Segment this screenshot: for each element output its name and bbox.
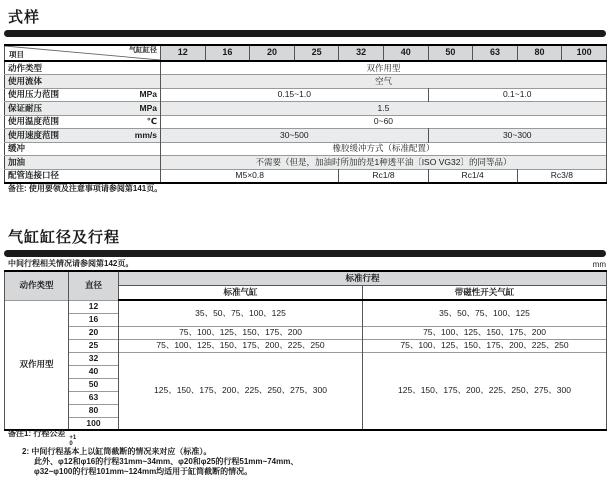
header-action-type: 动作类型: [5, 271, 69, 300]
stroke-standard: 125、150、175、200、225、250、275、300: [119, 352, 363, 430]
row-label: [5, 75, 161, 89]
row-label: [5, 102, 161, 116]
row-label-text: 使用温度范围: [8, 116, 60, 127]
spec-value: M5×0.8: [161, 169, 339, 183]
bore-header: 25: [294, 45, 339, 61]
section2-intro-row: [4, 258, 606, 269]
spec-corner-cell: [5, 45, 161, 61]
header-standard-cylinder: 标准气缸: [119, 286, 363, 301]
row-label: [5, 129, 161, 143]
spec-table: [4, 44, 607, 184]
row-label-text: 加油: [8, 156, 26, 167]
section2-footnotes: [8, 429, 298, 477]
section1-divider-bar: [4, 30, 606, 37]
header-diameter: 直径: [69, 271, 119, 300]
header-switch-cylinder: 带磁性开关气缸: [363, 286, 607, 301]
section2-divider-bar: [4, 250, 606, 257]
stroke-with-switch: 75、100、125、150、175、200、225、250: [363, 339, 607, 352]
stroke-header-row1: [5, 271, 607, 286]
spec-row-action-type: [5, 61, 607, 75]
row-unit: mm/s: [134, 129, 157, 140]
stroke-row-32: [5, 352, 607, 365]
bore-header: 32: [339, 45, 384, 61]
spec-row-pressure-range: [5, 88, 607, 102]
spec-value: 30~500: [161, 129, 429, 143]
row-label-text: 动作类型: [8, 62, 43, 73]
diameter-value: 100: [69, 417, 119, 430]
unit-label-mm: mm: [592, 260, 606, 269]
spec-value: Rc1/8: [339, 169, 428, 183]
section2-intro-text: 中间行程相关情况请参阅第142页。: [8, 259, 134, 268]
stroke-row-25: [5, 339, 607, 352]
corner-label-bore: 气缸缸径: [129, 47, 157, 54]
row-label: [5, 169, 161, 183]
tolerance-stack: [69, 436, 76, 447]
footnote-line-2: 2: 中间行程基本上以缸筒截断的情况来对应（标准）。: [22, 447, 212, 456]
spec-value: 0~60: [161, 115, 607, 129]
tolerance-lower: 0: [69, 440, 73, 447]
row-label: [5, 61, 161, 75]
diameter-value: 16: [69, 313, 119, 326]
bore-header: 80: [517, 45, 562, 61]
row-label-text: 使用流体: [8, 75, 43, 86]
row-label: [5, 156, 161, 170]
bore-header: 40: [383, 45, 428, 61]
spec-row-temperature-range: [5, 115, 607, 129]
footnote-line-1: [8, 429, 298, 447]
row-unit: ℃: [146, 116, 157, 127]
spec-value: 0.15~1.0: [161, 88, 429, 102]
spec-value: 橡胶缓冲方式（标准配置）: [161, 142, 607, 156]
row-label-text: 缓冲: [8, 143, 26, 154]
tolerance-upper: +1: [69, 435, 77, 441]
stroke-with-switch: 125、150、175、200、225、250、275、300: [363, 352, 607, 430]
stroke-standard: 75、100、125、150、175、200: [119, 326, 363, 339]
spec-value: 1.5: [161, 102, 607, 116]
section1-footnote: 备注: 使用要领及注意事项请参阅第141页。: [8, 184, 163, 193]
stroke-with-switch: 75、100、125、150、175、200: [363, 326, 607, 339]
stroke-table: [4, 270, 607, 431]
section1-title: 式样: [8, 9, 41, 26]
row-label: [5, 142, 161, 156]
row-label-text: 使用速度范围: [8, 129, 60, 140]
spec-row-fluid: [5, 75, 607, 89]
diameter-value: 50: [69, 378, 119, 391]
row-unit: MPa: [139, 89, 157, 100]
diameter-value: 80: [69, 404, 119, 417]
stroke-row-12: [5, 300, 607, 313]
spec-row-proof-pressure: [5, 102, 607, 116]
row-label-text: 保证耐压: [8, 102, 43, 113]
spec-row-cushion: [5, 142, 607, 156]
header-standard-stroke: 标准行程: [119, 271, 607, 286]
stroke-with-switch: 35、50、75、100、125: [363, 300, 607, 326]
row-label-text: 配管连接口径: [8, 170, 60, 181]
spec-value: 空气: [161, 75, 607, 89]
bore-header: 16: [205, 45, 250, 61]
spec-value: Rc1/4: [428, 169, 517, 183]
footnote-line-4: φ32~φ100的行程101mm~124mm均适用于缸筒截断的情况。: [34, 467, 253, 476]
stroke-standard: 75、100、125、150、175、200、225、250: [119, 339, 363, 352]
row-label: [5, 88, 161, 102]
footnote-tolerance-label: 备注1: 行程公差: [8, 429, 66, 438]
section2-title: 气缸缸径及行程: [8, 229, 121, 246]
corner-label-item: 项目: [9, 50, 24, 60]
bore-header: 20: [250, 45, 295, 61]
diameter-value: 20: [69, 326, 119, 339]
spec-value: 0.1~1.0: [428, 88, 606, 102]
stroke-row-20: [5, 326, 607, 339]
diameter-value: 12: [69, 300, 119, 313]
row-label: [5, 115, 161, 129]
spec-row-speed-range: [5, 129, 607, 143]
bore-header: 12: [161, 45, 206, 61]
diameter-value: 40: [69, 365, 119, 378]
row-label-text: 使用压力范围: [8, 89, 60, 100]
row-unit: MPa: [139, 102, 157, 113]
spec-row-lubrication: [5, 156, 607, 170]
bore-header: 63: [473, 45, 518, 61]
diameter-value: 32: [69, 352, 119, 365]
spec-value: Rc3/8: [517, 169, 606, 183]
bore-header: 100: [562, 45, 607, 61]
spec-value: 双作用型: [161, 61, 607, 75]
spec-header-row: [5, 45, 607, 61]
action-type-value: 双作用型: [5, 300, 69, 430]
stroke-standard: 35、50、75、100、125: [119, 300, 363, 326]
diameter-value: 25: [69, 339, 119, 352]
spec-row-port-size: [5, 169, 607, 183]
footnote-line-3: 此外、φ12和φ16的行程31mm~34mm、φ20和φ25的行程51mm~74mm、: [34, 457, 299, 466]
spec-value: 不需要（但是，加油时所加的是1种透平油〔ISO VG32〕的同等品）: [161, 156, 607, 170]
bore-header: 50: [428, 45, 473, 61]
diameter-value: 63: [69, 391, 119, 404]
spec-value: 30~300: [428, 129, 606, 143]
